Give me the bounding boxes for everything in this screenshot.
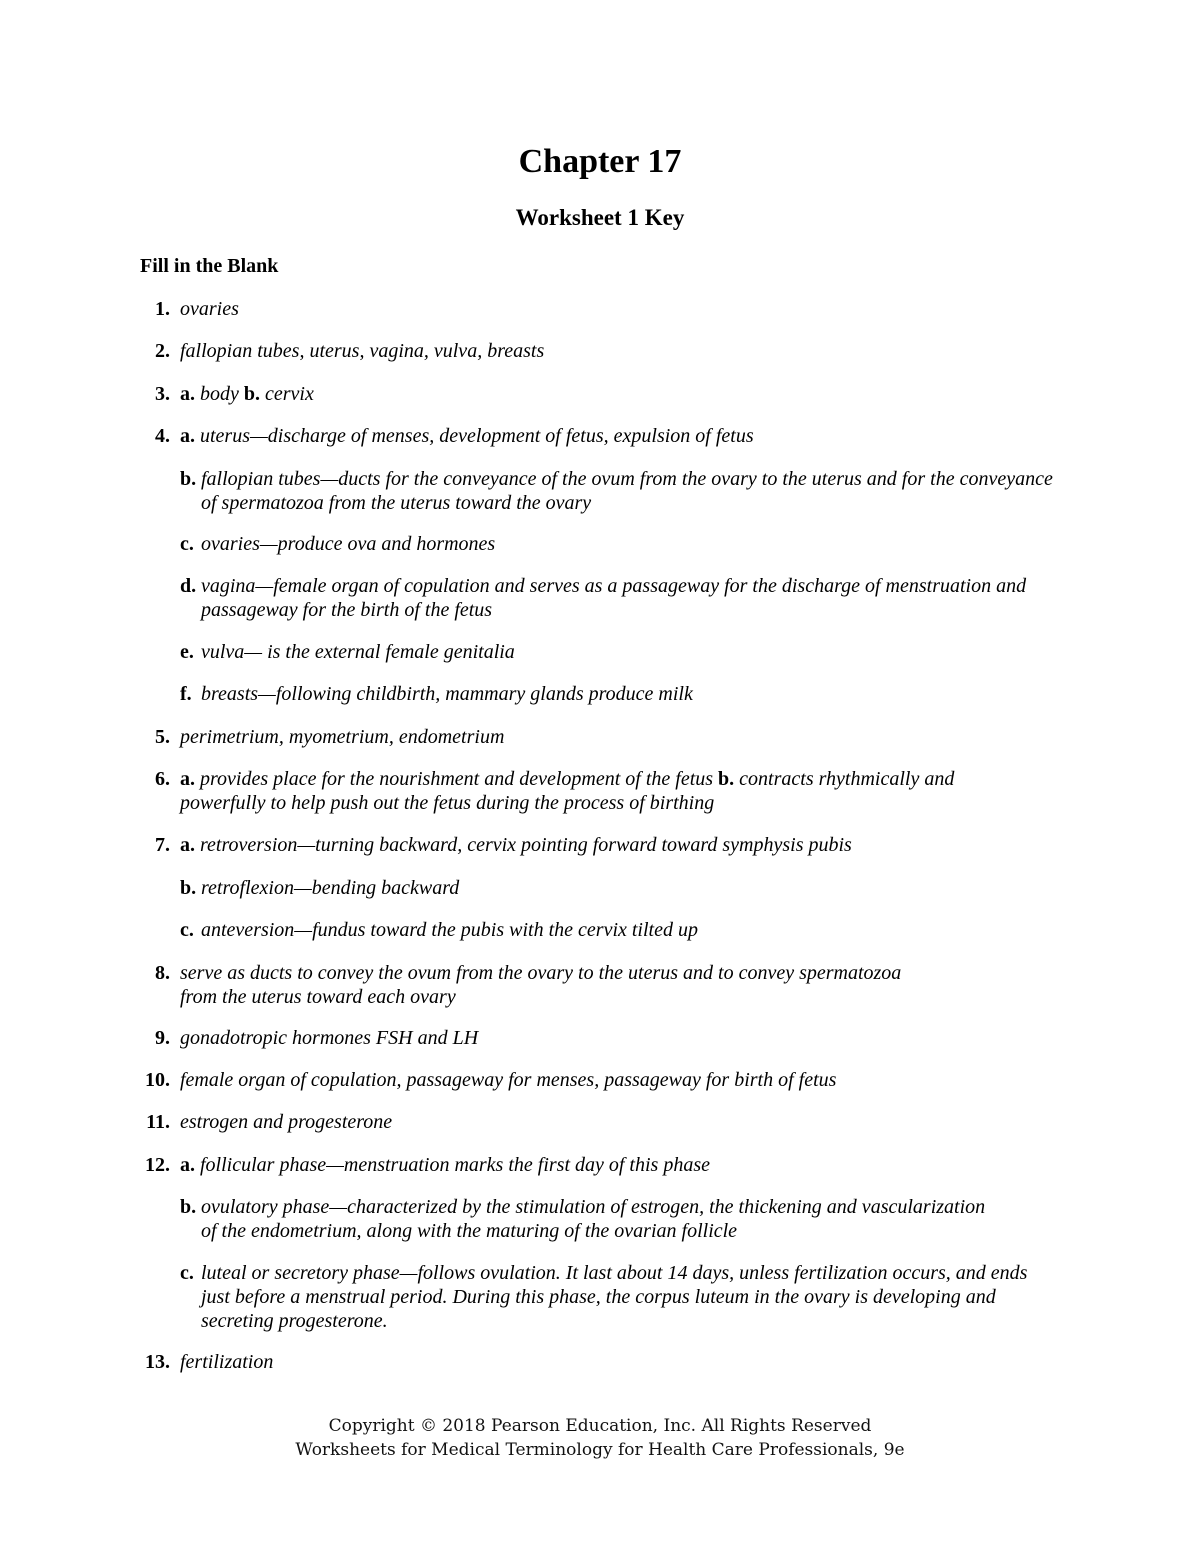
sub-letter-a: a. bbox=[180, 425, 195, 447]
sub-letter-c: c. bbox=[180, 1262, 194, 1284]
sub-letter-a: a. bbox=[180, 834, 195, 856]
sub-letter-b: b. bbox=[180, 468, 197, 490]
sub-letter-b: b. bbox=[718, 768, 735, 790]
item-number: 1. bbox=[155, 298, 170, 320]
sub-answer-a: body bbox=[200, 383, 239, 405]
sub-answer-a: provides place for the nourishment and development of the fetus bbox=[200, 768, 714, 790]
item-answer: fallopian tubes, uterus, vagina, vulva, breasts bbox=[180, 340, 545, 362]
item-number: 10. bbox=[145, 1069, 170, 1091]
sub-answer-f: breasts—following childbirth, mammary glands produce milk bbox=[201, 683, 693, 705]
sub-letter-e: e. bbox=[180, 641, 194, 663]
sub-answer-a: uterus—discharge of menses, development of fetus, expulsion of fetus bbox=[200, 425, 754, 447]
item-number: 12. bbox=[145, 1154, 170, 1176]
sub-answer-c: luteal or secretory phase—follows ovulation. It last about 14 days, unless fertilization occurs, and ends just before a menstrual period. During this phase, the corpus luteum in the ovary is developing and secreting progesterone. bbox=[201, 1262, 1028, 1332]
sub-answer-d: vagina—female organ of copulation and serves as a passageway for the discharge of menstruation and passageway for the birth of the fetus bbox=[201, 575, 1027, 621]
sub-answer-b: retroflexion—bending backward bbox=[201, 877, 460, 899]
worksheet-title: Worksheet 1 Key bbox=[515, 205, 685, 230]
sub-answer-b: fallopian tubes—ducts for the conveyance of the ovum from the ovary to the uterus and for the conveyance of spermatozoa from the uterus toward the ovary bbox=[201, 468, 1053, 514]
sub-letter-c: c. bbox=[180, 919, 194, 941]
item-answer bbox=[180, 767, 1000, 815]
sub-answer-a: retroversion—turning backward, cervix pointing forward toward symphysis pubis bbox=[200, 834, 852, 856]
item-number: 2. bbox=[155, 340, 170, 362]
item-answer: perimetrium, myometrium, endometrium bbox=[180, 726, 505, 748]
sub-answer-a: follicular phase—menstruation marks the first day of this phase bbox=[200, 1154, 710, 1176]
sub-letter-a: a. bbox=[180, 1154, 195, 1176]
item-answer: ovaries bbox=[180, 298, 239, 320]
item-answer bbox=[180, 424, 1060, 448]
sub-answer-c: ovaries—produce ova and hormones bbox=[201, 533, 496, 555]
item-answer: estrogen and progesterone bbox=[180, 1111, 393, 1133]
sub-answer-b: ovulatory phase—characterized by the stimulation of estrogen, the thickening and vascularization of the endometrium, along with the maturing of the ovarian follicle bbox=[201, 1196, 986, 1242]
chapter-title: Chapter 17 bbox=[518, 143, 682, 180]
sub-answer-e: vulva— is the external female genitalia bbox=[201, 641, 515, 663]
page-footer bbox=[0, 1414, 1200, 1462]
item-answer: serve as ducts to convey the ovum from the ovary to the uterus and to convey spermatozoa from the uterus toward each ovary bbox=[180, 962, 902, 1008]
item-answer: gonadotropic hormones FSH and LH bbox=[180, 1027, 479, 1049]
sub-letter-b: b. bbox=[243, 383, 261, 405]
item-number: 7. bbox=[155, 834, 170, 856]
item-number: 4. bbox=[155, 425, 170, 447]
sub-letter-a: a. bbox=[180, 383, 195, 405]
item-number: 5. bbox=[155, 726, 170, 748]
item-number: 6. bbox=[155, 768, 170, 790]
sub-answer-b: contracts rhythmically and powerfully to help push out the fetus during the process of birthing bbox=[180, 768, 955, 814]
item-number: 13. bbox=[145, 1351, 170, 1373]
sub-letter-b: b. bbox=[180, 877, 197, 899]
book-title-line: Worksheets for Medical Terminology for Health Care Professionals, 9e bbox=[295, 1440, 905, 1460]
item-number: 8. bbox=[155, 962, 170, 984]
section-heading: Fill in the Blank bbox=[140, 255, 279, 277]
sub-letter-d: d. bbox=[180, 575, 197, 597]
item-answer: female organ of copulation, passageway for menses, passageway for birth of fetus bbox=[180, 1069, 837, 1091]
copyright-line: Copyright © 2018 Pearson Education, Inc. All Rights Reserved bbox=[328, 1416, 872, 1436]
sub-letter-a: a. bbox=[180, 768, 195, 790]
item-answer bbox=[180, 1153, 1060, 1177]
item-number: 11. bbox=[146, 1111, 170, 1133]
item-number: 9. bbox=[155, 1027, 170, 1049]
item-answer bbox=[180, 382, 1060, 406]
sub-letter-c: c. bbox=[180, 533, 194, 555]
sub-answer-c: anteversion—fundus toward the pubis with the cervix tilted up bbox=[201, 919, 698, 941]
item-number: 3. bbox=[155, 383, 170, 405]
item-answer bbox=[180, 833, 1060, 857]
sub-answer-b: cervix bbox=[265, 383, 314, 405]
sub-letter-b: b. bbox=[180, 1196, 197, 1218]
sub-letter-f: f. bbox=[180, 683, 192, 705]
item-answer: fertilization bbox=[180, 1351, 274, 1373]
